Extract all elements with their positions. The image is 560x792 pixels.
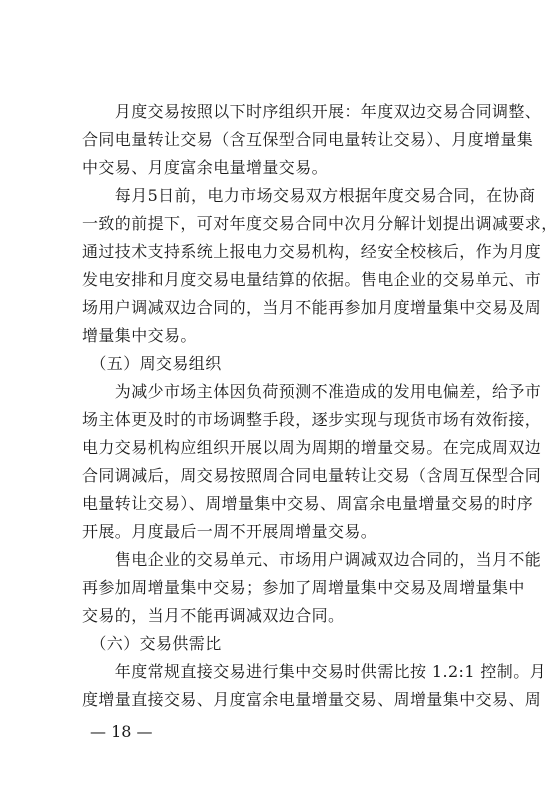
text-line: 售电企业的交易单元、市场用户调减双边合同的，当月不能 <box>82 550 542 569</box>
text-line: 一致的前提下，可对年度交易合同中次月分解计划提出调减要求， <box>82 214 558 233</box>
text-line: 中交易、月度富余电量增量交易。 <box>82 158 329 177</box>
page-number: — 18 — <box>90 722 153 741</box>
text-line: 年度常规直接交易进行集中交易时供需比按 1.2:1 控制。月 <box>82 662 546 681</box>
text-line: 开展。月度最后一周不开展周增量交易。 <box>82 522 378 541</box>
text-line: 每月5日前，电力市场交易双方根据年度交易合同，在协商 <box>82 186 536 205</box>
text-line: 通过技术支持系统上报电力交易机构，经安全校核后，作为月度 <box>82 242 542 261</box>
text-line: 电力交易机构应组织开展以周为周期的增量交易。在完成周双边 <box>82 438 542 457</box>
text-line: 合同电量转让交易（含互保型合同电量转让交易）、月度增量集 <box>82 130 534 149</box>
text-line: 度增量直接交易、月度富余电量增量交易、周增量集中交易、周 <box>82 690 542 709</box>
text-line: 月度交易按照以下时序组织开展：年度双边交易合同调整、 <box>82 102 542 121</box>
text-line: 再参加周增量集中交易；参加了周增量集中交易及周增量集中 <box>82 578 525 597</box>
text-line: 合同调减后，周交易按照周合同电量转让交易（含周互保型合同 <box>82 466 542 485</box>
document-body <box>82 98 558 714</box>
text-line: 为减少市场主体因负荷预测不准造成的发用电偏差，给予市 <box>82 382 542 401</box>
section-heading: （六）交易供需比 <box>82 634 222 653</box>
text-line: 增量集中交易。 <box>82 326 197 345</box>
text-line: 场用户调减双边合同的，当月不能再参加月度增量集中交易及周 <box>82 298 542 317</box>
text-line: 场主体更及时的市场调整手段，逐步实现与现货市场有效衔接， <box>82 410 542 429</box>
section-heading: （五）周交易组织 <box>82 354 222 373</box>
text-line: 交易的，当月不能再调减双边合同。 <box>82 606 345 625</box>
text-line: 发电安排和月度交易电量结算的依据。售电企业的交易单元、市 <box>82 270 542 289</box>
text-line: 电量转让交易）、周增量集中交易、周富余电量增量交易的时序 <box>82 494 534 513</box>
